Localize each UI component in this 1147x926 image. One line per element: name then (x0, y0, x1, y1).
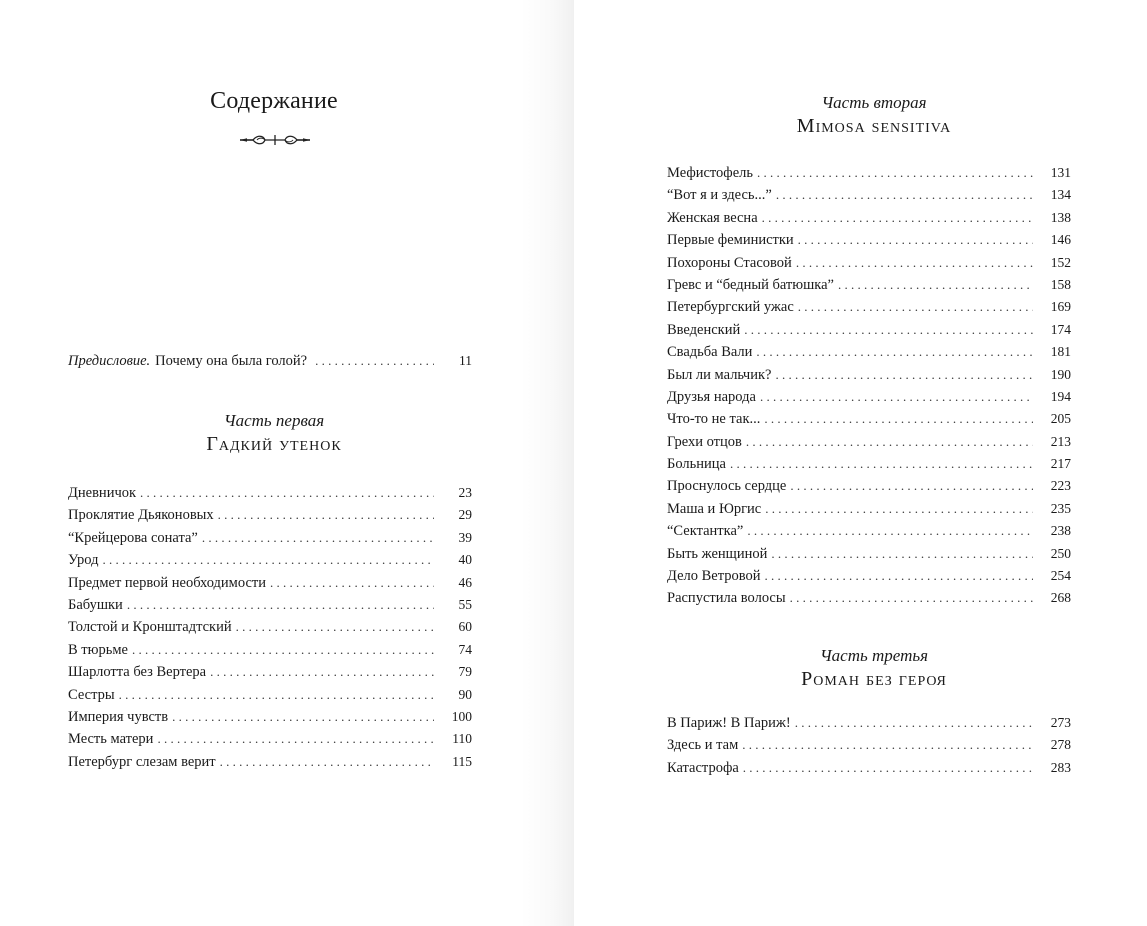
dot-leader (790, 475, 1033, 497)
part-title: Гадкий утенок (206, 433, 342, 455)
dot-leader (102, 549, 434, 571)
toc-entry[interactable] (68, 706, 472, 728)
toc-entry-page: 181 (1050, 344, 1071, 360)
toc-entry-title: “Вот я и здесь...” (667, 187, 772, 204)
toc-entry[interactable] (667, 274, 1071, 296)
toc-entry-page: 158 (1050, 276, 1071, 292)
dot-leader (798, 229, 1033, 251)
toc-entry-preface[interactable] (68, 350, 472, 372)
toc-entry-title: Бабушки (68, 596, 123, 613)
dot-leader (202, 527, 434, 549)
toc-entry-title: Урод (68, 552, 99, 569)
toc-entry[interactable] (667, 757, 1071, 779)
dot-leader (838, 274, 1033, 296)
toc-entry-page: 29 (458, 507, 472, 523)
toc-entry[interactable] (667, 341, 1071, 363)
dot-leader (771, 543, 1033, 565)
toc-entry-title: В тюрьме (68, 641, 128, 658)
toc-list-part-2 (667, 162, 1071, 610)
part-label: Часть первая (223, 411, 325, 430)
dot-leader (730, 453, 1033, 475)
toc-entry-page: 23 (458, 485, 472, 500)
toc-entry-title: Дело Ветровой (667, 568, 761, 585)
toc-entry-title: Быть женщиной (667, 545, 768, 562)
toc-entry-title: Распустила волосы (667, 590, 786, 607)
toc-entry-title: Предмет первой необходимости (68, 574, 267, 591)
dot-leader (742, 734, 1033, 756)
dot-leader (746, 431, 1033, 453)
dot-leader (790, 587, 1033, 609)
part-title: Роман без героя (801, 668, 947, 690)
toc-entry[interactable] (68, 728, 472, 750)
right-page (574, 0, 1147, 926)
toc-entry[interactable] (667, 565, 1071, 587)
toc-entry[interactable] (667, 543, 1071, 565)
toc-entry[interactable] (68, 639, 472, 661)
dot-leader (157, 728, 434, 750)
toc-entry-title: Маша и Юргис (667, 500, 762, 517)
toc-entry-title: Проклятие Дьяконовых (68, 507, 214, 524)
toc-entry[interactable] (667, 207, 1071, 229)
dot-leader (210, 661, 434, 683)
toc-entry[interactable] (667, 520, 1071, 542)
toc-entry-title: Сестры (68, 686, 115, 703)
toc-entry-page: 138 (1050, 209, 1071, 225)
toc-list-part-1 (68, 482, 472, 773)
toc-entry-title: Катастрофа (667, 759, 739, 776)
toc-entry[interactable] (667, 386, 1071, 408)
dot-leader (744, 319, 1033, 341)
toc-entry[interactable] (68, 482, 472, 504)
toc-entry-title: Первые феминистки (667, 232, 794, 249)
toc-entry[interactable] (667, 319, 1071, 341)
toc-entry-page: 74 (458, 641, 472, 657)
fleuron-ornament-icon (239, 132, 311, 148)
part-title: Mimosa sensitiva (796, 115, 952, 137)
toc-entry-page: 235 (1050, 500, 1071, 516)
dot-leader (796, 252, 1033, 274)
toc-entry-title: “Сектантка” (667, 523, 744, 540)
toc-entry-title: Проснулось сердце (667, 478, 787, 495)
toc-entry-title: Гревс и “бедный батюшка” (667, 276, 834, 293)
toc-entry-title: Введенский (667, 321, 741, 338)
toc-entry-title: Мефистофель (667, 165, 753, 181)
toc-entry-page: 194 (1050, 388, 1071, 404)
toc-entry[interactable] (667, 162, 1071, 184)
toc-entry-title: “Крейцерова соната” (68, 529, 198, 546)
toc-entry[interactable] (667, 252, 1071, 274)
dot-leader (140, 482, 434, 504)
dot-leader (775, 364, 1033, 386)
toc-entry-page: 190 (1050, 366, 1071, 382)
toc-entry-page: 250 (1050, 545, 1071, 561)
toc-entry[interactable] (68, 527, 472, 549)
toc-entry-title: Империя чувств (68, 708, 169, 725)
toc-entry-page: 131 (1050, 165, 1071, 180)
dot-leader (776, 184, 1033, 206)
dot-leader (795, 712, 1033, 734)
toc-entry-title: Петербург слезам верит (68, 753, 216, 770)
toc-entry-title: Почему она была голой? (155, 353, 308, 369)
dot-leader (119, 684, 434, 706)
toc-entry[interactable] (667, 229, 1071, 251)
toc-entry-title: Толстой и Кронштадтский (68, 619, 232, 636)
dot-leader (765, 565, 1034, 587)
dot-leader (236, 616, 434, 638)
toc-entry-title: Похороны Стасовой (667, 254, 792, 271)
toc-entry[interactable] (68, 504, 472, 526)
toc-entry-page: 11 (459, 353, 472, 368)
toc-entry-page: 55 (458, 596, 472, 612)
toc-entry-title: Свадьба Вали (667, 344, 753, 361)
toc-entry-title: Петербургский ужас (667, 299, 794, 316)
toc-entry[interactable] (667, 364, 1071, 386)
toc-entry[interactable] (667, 475, 1071, 497)
toc-entry-title: Грехи отцов (667, 433, 742, 450)
toc-entry[interactable] (68, 549, 472, 571)
toc-entry[interactable] (68, 594, 472, 616)
toc-entry-title: Больница (667, 456, 726, 473)
toc-entry-title: В Париж! В Париж! (667, 715, 791, 731)
toc-entry[interactable] (667, 184, 1071, 206)
toc-entry-title: Что-то не так... (667, 411, 761, 428)
toc-entry[interactable] (667, 431, 1071, 453)
toc-entry-page: 283 (1050, 759, 1071, 775)
page-gutter-shadow (520, 0, 574, 926)
toc-entry-page: 268 (1050, 590, 1071, 606)
dot-leader (270, 572, 434, 594)
toc-entry-page: 254 (1050, 568, 1071, 584)
dot-leader (762, 207, 1033, 229)
toc-entry[interactable] (667, 712, 1071, 734)
toc-entry[interactable] (68, 616, 472, 638)
toc-entry-page: 79 (458, 664, 472, 680)
dot-leader (764, 408, 1033, 430)
toc-entry-page: 115 (452, 753, 472, 769)
toc-entry-page: 205 (1050, 411, 1071, 427)
toc-entry-page: 90 (458, 686, 472, 702)
preface-label: Предисловие. (68, 353, 151, 369)
toc-entry-page: 40 (458, 552, 472, 568)
toc-entry[interactable] (68, 751, 472, 773)
part-label: Часть третья (819, 646, 929, 665)
toc-entry[interactable] (667, 296, 1071, 318)
toc-list-part-3 (667, 712, 1071, 779)
dot-leader (798, 296, 1033, 318)
toc-entry-page: 39 (458, 529, 472, 545)
toc-entry[interactable] (667, 734, 1071, 756)
toc-entry-title: Месть матери (68, 731, 154, 748)
part-label: Часть вторая (821, 93, 927, 112)
dot-leader (220, 751, 434, 773)
toc-entry[interactable] (667, 498, 1071, 520)
dot-leader (127, 594, 434, 616)
toc-entry-title: Женская весна (667, 209, 758, 226)
toc-entry-title: Друзья народа (667, 388, 756, 405)
toc-entry-page: 60 (458, 619, 472, 635)
toc-entry-page: 146 (1050, 232, 1071, 248)
toc-entry[interactable] (68, 684, 472, 706)
toc-entry-page: 278 (1050, 737, 1071, 753)
toc-entry[interactable] (667, 408, 1071, 430)
toc-entry-page: 169 (1050, 299, 1071, 315)
toc-entry-page: 110 (452, 731, 472, 747)
toc-entry-title: Был ли мальчик? (667, 366, 772, 383)
dot-leader (747, 520, 1033, 542)
toc-entry[interactable] (667, 587, 1071, 609)
toc-entry-page: 223 (1050, 478, 1071, 494)
toc-entry-page: 213 (1050, 433, 1071, 449)
toc-entry-page: 134 (1050, 187, 1071, 203)
dot-leader (756, 341, 1033, 363)
dot-leader (172, 706, 434, 728)
toc-entry[interactable] (68, 572, 472, 594)
toc-entry[interactable] (667, 453, 1071, 475)
toc-entry-page: 174 (1050, 321, 1071, 337)
toc-entry-page: 46 (458, 574, 472, 590)
toc-title: Содержание (210, 88, 338, 114)
toc-entry[interactable] (68, 661, 472, 683)
dot-leader (743, 757, 1033, 779)
toc-entry-page: 100 (451, 708, 472, 724)
dot-leader (315, 350, 434, 372)
toc-entry-page: 217 (1050, 456, 1071, 472)
dot-leader (757, 162, 1033, 184)
toc-entry-page: 238 (1050, 523, 1071, 539)
dot-leader (132, 639, 434, 661)
toc-entry-page: 273 (1050, 715, 1071, 730)
dot-leader (765, 498, 1033, 520)
dot-leader (760, 386, 1033, 408)
toc-entry-title: Здесь и там (667, 737, 739, 754)
dot-leader (218, 504, 434, 526)
toc-entry-title: Шарлотта без Вертера (68, 664, 207, 681)
toc-entry-title: Дневничок (68, 485, 137, 501)
toc-entry-page: 152 (1050, 254, 1071, 270)
